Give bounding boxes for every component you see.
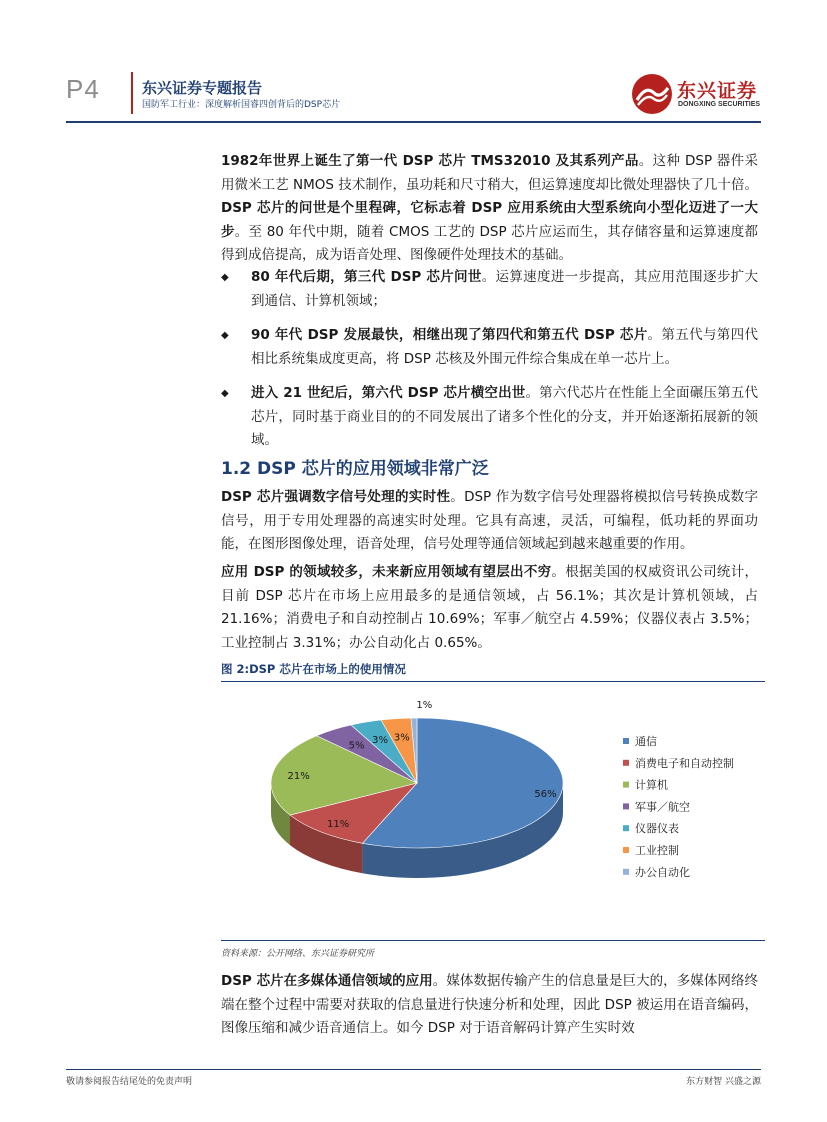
footer-disclaimer: 敬请参阅报告结尾处的免责声明 bbox=[66, 1077, 193, 1087]
bullet-item bbox=[221, 266, 758, 313]
figure-bottom-rule bbox=[221, 940, 765, 941]
bullet-text: 。第五代与第四代相比系统集成度更高，将 DSP 芯核及外围元件综合集成在单一芯片上。 bbox=[251, 327, 758, 367]
legend-label-2: 消费电子和自动控制 bbox=[635, 756, 734, 770]
bullet-item bbox=[221, 382, 758, 453]
header-divider bbox=[131, 72, 133, 114]
report-series-title: 东兴证券专题报告 bbox=[142, 79, 263, 97]
diamond-bullet-icon: ◆ bbox=[221, 388, 229, 399]
bullet-text: 。第六代芯片在性能上全面碾压第五代芯片，同时基于商业目的的不同发展出了诸多个性化的分支，并开始逐渐拓展新的领域。 bbox=[251, 385, 758, 448]
legend-swatch-7 bbox=[623, 869, 629, 875]
legend-label-1: 通信 bbox=[635, 735, 657, 748]
bullet-text: 。运算速度进一步提高，其应用范围逐步扩大到通信、计算机领域； bbox=[251, 269, 758, 309]
footer-slogan: 东方财智 兴盛之源 bbox=[686, 1077, 761, 1087]
footer-rule bbox=[66, 1069, 761, 1070]
figure-title: 图 2:DSP 芯片在市场上的使用情况 bbox=[221, 662, 406, 676]
paragraph-realtime-text: 。DSP 作为数字信号处理器将模拟信号转换成数字信号，用于专用处理器的高速实时处理。它具有高速，灵活，可编程，低功耗的界面功能，在图形图像处理，语音处理，信号处理等通信领域起到越来越重要的作用。 bbox=[221, 489, 758, 552]
paragraph-multimedia bbox=[221, 970, 758, 1041]
pie-slices bbox=[271, 718, 563, 848]
section-heading: 1.2 DSP 芯片的应用领域非常广泛 bbox=[221, 459, 489, 479]
generation-bullet-list bbox=[221, 266, 758, 464]
legend-swatch-1 bbox=[623, 738, 629, 744]
legend-swatch-4 bbox=[623, 803, 629, 809]
paragraph-multimedia-lead: DSP 芯片在多媒体通信领域的应用 bbox=[221, 973, 433, 989]
figure-top-rule bbox=[221, 681, 765, 682]
logo-emblem-icon bbox=[631, 73, 673, 115]
paragraph-market-share-lead: 应用 DSP 的领域较多，未来新应用领域有望层出不穷 bbox=[221, 564, 552, 580]
data-label-6: 3% bbox=[393, 732, 410, 744]
paragraph-realtime-lead: DSP 芯片强调数字信号处理的实时性 bbox=[221, 489, 451, 505]
market-share-pie-chart bbox=[221, 683, 765, 938]
chart-legend bbox=[623, 734, 734, 879]
paragraph-history-lead: 1982年世界上诞生了第一代 DSP 芯片 TMS32010 及其系列产品 bbox=[221, 153, 639, 169]
legend-label-5: 仪器仪表 bbox=[635, 822, 679, 836]
data-label-7: 1% bbox=[416, 700, 433, 711]
data-label-3: 21% bbox=[287, 771, 310, 783]
company-logo bbox=[631, 73, 761, 117]
paragraph-history-text: 。这种 DSP 器件采用微米工艺 NMOS 技术制作，虽功耗和尺寸稍大，但运算速度却比微处理器快了几十倍。 bbox=[221, 153, 758, 193]
logo-english-name: DONGXING SECURITIES bbox=[678, 101, 761, 108]
bullet-item bbox=[221, 324, 758, 371]
diamond-bullet-icon: ◆ bbox=[221, 330, 229, 341]
paragraph-realtime bbox=[221, 486, 758, 557]
diamond-bullet-icon: ◆ bbox=[221, 272, 229, 283]
report-subtitle: 国防军工行业：深度解析国睿四创背后的DSP芯片 bbox=[142, 100, 341, 110]
legend-swatch-2 bbox=[623, 760, 629, 766]
figure-source: 资料来源：公开网络、东兴证券研究所 bbox=[221, 949, 375, 959]
legend-swatch-3 bbox=[623, 782, 629, 788]
paragraph-history-emphasis: DSP 芯片的问世是个里程碑，它标志着 DSP 应用系统由大型系统向小型化迈进了一大步 bbox=[221, 200, 758, 240]
data-label-2: 11% bbox=[327, 819, 350, 831]
data-label-1: 56% bbox=[534, 789, 557, 800]
logo-chinese-name: 东兴证券 bbox=[677, 80, 758, 102]
legend-label-6: 工业控制 bbox=[635, 844, 679, 857]
data-label-5: 3% bbox=[372, 735, 389, 747]
header-rule bbox=[66, 121, 761, 123]
bullet-lead: 进入 21 世纪后，第六代 DSP 芯片横空出世 bbox=[251, 385, 526, 401]
bullet-lead: 80 年代后期，第三代 DSP 芯片问世 bbox=[251, 269, 482, 285]
data-label-4: 5% bbox=[348, 740, 365, 752]
legend-swatch-6 bbox=[623, 847, 629, 853]
page-number: P4 bbox=[66, 74, 100, 104]
legend-label-3: 计算机 bbox=[635, 778, 668, 792]
paragraph-market-share-text: 。根据美国的权威资讯公司统计，目前 DSP 芯片在市场上应用最多的是通信领域，占 56.1%；其次是计算机领域，占 21.16%；消费电子和自动控制占 10.69%；军事／航空占 4.59%；仪器仪表占 3.5%；工业控制占 3.31%；办公自动化占 0.65%。 bbox=[221, 564, 758, 651]
paragraph-multimedia-text: 。媒体数据传输产生的信息量是巨大的，多媒体网络终端在整个过程中需要对获取的信息量进行快速分析和处理，因此 DSP 被运用在语音编码，图像压缩和减少语音通信上。如今 DSP 对于语音解码计算产生实时效 bbox=[221, 973, 759, 1036]
paragraph-market-share bbox=[221, 561, 758, 655]
legend-label-7: 办公自动化 bbox=[635, 865, 690, 879]
paragraph-history bbox=[221, 150, 758, 268]
paragraph-history-text-2: 。至 80 年代中期，随着 CMOS 工艺的 DSP 芯片应运而生，其存储容量和运算速度都得到成倍提高，成为语音处理、图像硬件处理技术的基础。 bbox=[221, 223, 758, 263]
legend-label-4: 军事／航空 bbox=[635, 800, 690, 814]
legend-swatch-5 bbox=[623, 825, 629, 831]
bullet-lead: 90 年代 DSP 发展最快，相继出现了第四代和第五代 DSP 芯片 bbox=[251, 327, 648, 343]
